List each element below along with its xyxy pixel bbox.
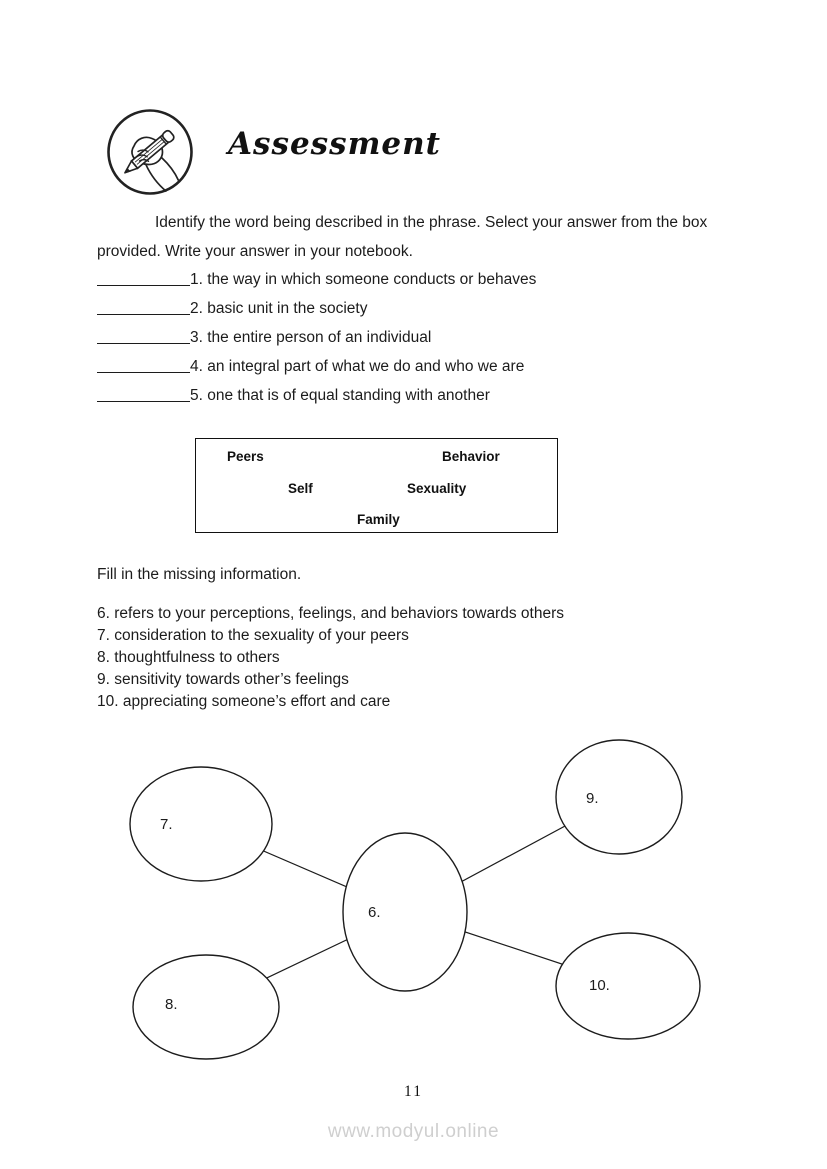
diagram-node-9-label: 9. — [586, 790, 599, 807]
page-title: Assessment — [228, 126, 441, 162]
page-number: 11 — [404, 1083, 423, 1100]
writing-hand-icon — [104, 106, 196, 198]
word-choice-sexuality: Sexuality — [407, 481, 467, 496]
fill-item-8: 8. thoughtfulness to others — [97, 649, 280, 666]
identify-item-label: 3. the entire person of an individual — [190, 329, 432, 346]
concept-map-diagram — [0, 735, 827, 1080]
identify-instructions: Identify the word being described in the phrase. Select your answer from the box provided. Write your answer in your notebook. — [97, 214, 708, 260]
identify-item-label: 2. basic unit in the society — [190, 300, 368, 317]
fill-item-9: 9. sensitivity towards other’s feelings — [97, 671, 349, 688]
diagram-node-6-center — [343, 833, 467, 991]
fill-item-6: 6. refers to your perceptions, feelings, and behaviors towards others — [97, 605, 564, 622]
answer-blank-3 — [97, 330, 190, 344]
answer-blank-5 — [97, 388, 190, 402]
identify-item-4 — [97, 352, 737, 381]
word-choice-family: Family — [357, 512, 400, 527]
diagram-node-8-label: 8. — [165, 996, 178, 1013]
answer-blank-1 — [97, 272, 190, 286]
diagram-node-6-label: 6. — [368, 904, 381, 921]
diagram-node-10 — [556, 933, 700, 1039]
identify-item-label: 1. the way in which someone conducts or behaves — [190, 271, 537, 288]
answer-blank-4 — [97, 359, 190, 373]
word-choice-behavior: Behavior — [442, 449, 500, 464]
identify-item-3 — [97, 323, 737, 352]
diagram-node-10-label: 10. — [589, 977, 610, 994]
identify-item-label: 4. an integral part of what we do and who we are — [190, 358, 525, 375]
identify-item-label: 5. one that is of equal standing with another — [190, 387, 490, 404]
diagram-node-7-label: 7. — [160, 816, 173, 833]
identify-list — [97, 265, 737, 410]
answer-blank-2 — [97, 301, 190, 315]
diagram-node-8 — [133, 955, 279, 1059]
fill-list — [97, 603, 737, 713]
word-choice-self: Self — [288, 481, 313, 496]
word-choice-box — [195, 438, 558, 533]
fill-item-10: 10. appreciating someone’s effort and care — [97, 693, 391, 710]
identify-item-5 — [97, 381, 737, 410]
word-choice-peers: Peers — [227, 449, 264, 464]
diagram-node-9 — [556, 740, 682, 854]
diagram-node-7 — [130, 767, 272, 881]
identify-item-2 — [97, 294, 737, 323]
identify-item-1 — [97, 265, 737, 294]
watermark: www.modyul.online — [327, 1121, 500, 1142]
fill-section-heading: Fill in the missing information. — [97, 566, 302, 583]
fill-item-7: 7. consideration to the sexuality of your peers — [97, 627, 409, 644]
